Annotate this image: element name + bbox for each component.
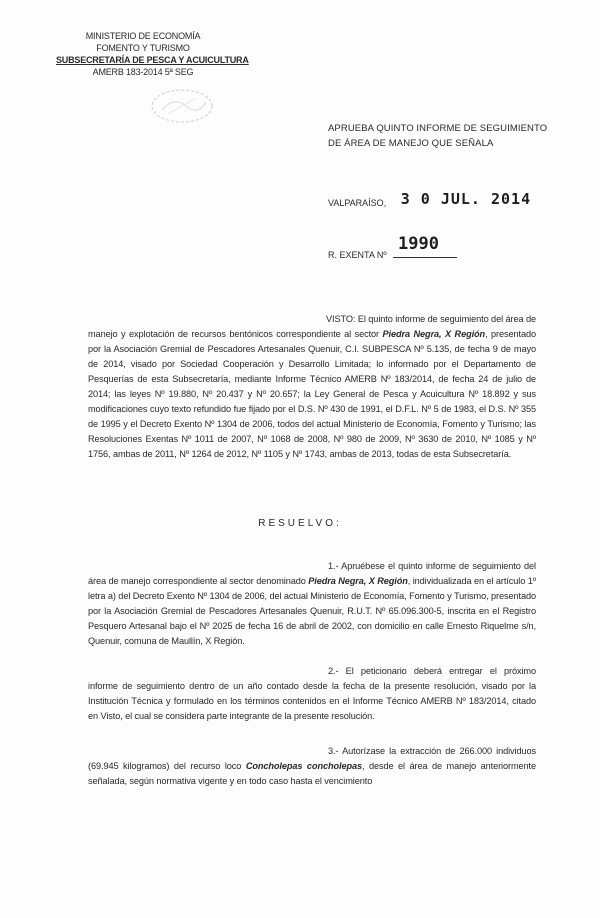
resuelvo-heading: RESUELVO:	[258, 518, 342, 529]
visto-paragraph	[88, 312, 536, 462]
header-subsecretaria: SUBSECRETARÍA DE PESCA Y ACUICULTURA	[56, 55, 249, 65]
item-3-species: Concholepas concholepas	[245, 761, 362, 771]
header-reference: AMERB 183-2014 5ª SEG	[92, 67, 194, 77]
visto-label: VISTO:	[326, 314, 356, 324]
resolution-label: R. EXENTA Nº	[328, 250, 387, 260]
header-fomento: FOMENTO Y TURISMO	[96, 43, 190, 53]
item-2-paragraph	[88, 664, 536, 724]
date-line	[328, 190, 531, 208]
header-ministry: MINISTERIO DE ECONOMÍA	[85, 31, 201, 41]
item-1-text-1: 1.- Apruébese el quinto informe de seguimiento del área de manejo correspondiente al sector denominado	[88, 561, 536, 586]
item-3-paragraph	[88, 744, 536, 789]
visto-text-2: , presentado por la Asociación Gremial de Pescadores Artesanales Quenuir, C.I. SUBPESCA Nº 5.135, de fecha 9 de mayo de 2014, visado por Sociedad Cooperación y Desarrollo Limitada; lo informado por el Departamento de Pesquerías de esta Subsecretaría, mediante Informe Técnico AMERB Nº 183/2014, de fecha 24 de julio de 2014; las leyes Nº 19.880, Nº 20.437 y Nº 20.657; la Ley General de Pesca y Acuicultura Nº 18.892 y sus modificaciones cuyo texto refundido fue fijado por el D.S. Nº 430 de 1991, el D.F.L. Nº 5 de 1983, el D.S. Nº 355 de 1995 y el Decreto Exento Nº 1304 de 2006, todos del actual Ministerio de Economía, Fomento y Turismo; las Resoluciones Exentas Nº 1011 de 2007, Nº 1068 de 2008, Nº 980 de 2009, Nº 3630 de 2010, Nº 1085 y Nº 1756, ambas de 2011, Nº 1264 de 2012, Nº 1105 y Nº 1743, ambas de 2013, todas de esta Subsecretaría.	[88, 329, 536, 459]
resolution-number-line	[328, 234, 457, 260]
resolution-underline	[393, 257, 457, 258]
item-3-text-2: , desde el área de manejo anteriormente señalada, según normativa vigente y en todo caso hasta el vencimiento	[88, 761, 536, 786]
item-3-text-1: 3.- Autorízase la extracción de 266.000 individuos (69.945 kilogramos) del recurso loco	[88, 746, 536, 771]
stamp-seal-icon	[140, 86, 224, 126]
item-2-text: 2.- El peticionario deberá entregar el próximo informe de seguimiento dentro de un año contado desde la fecha de la presente resolución, visado por la Institución Técnica y formulado en los términos contenidos en el Informe Técnico AMERB Nº 183/2014, citado en Visto, el cual se considera parte integrante de la presente resolución.	[88, 666, 536, 721]
visto-place: Piedra Negra, X Región	[382, 329, 486, 339]
visto-text-1: El quinto informe de seguimiento del área de manejo y explotación de recursos bentónicos correspondiente al sector	[88, 314, 536, 339]
ministry-header	[58, 30, 258, 78]
item-1-paragraph	[88, 559, 536, 649]
resolution-number: 1990	[398, 234, 439, 254]
date-label: VALPARAÍSO,	[328, 198, 387, 208]
item-1-text-2: , individualizada en el artículo 1º letra a) del Decreto Exento Nº 1304 de 2006, del actual Ministerio de Economía, Fomento y Turismo, presentado por la Asociación Gremial de Pescadores Artesanales Quenuir, R.U.T. Nº 65.096.300-5, inscrita en el Registro Pesquero Artesanal bajo el Nº 2025 de fecha 16 de abril de 2002, con domicilio en calle Ernesto Riquelme s/n, Quenuir, comuna de Maullín, X Región.	[88, 576, 536, 646]
resolution-subject: APRUEBA QUINTO INFORME DE SEGUIMIENTO DE ÁREA DE MANEJO QUE SEÑALA	[328, 123, 548, 149]
date-stamp: 3 0 JUL. 2014	[400, 190, 532, 208]
item-1-place: Piedra Negra, X Región	[308, 576, 408, 586]
